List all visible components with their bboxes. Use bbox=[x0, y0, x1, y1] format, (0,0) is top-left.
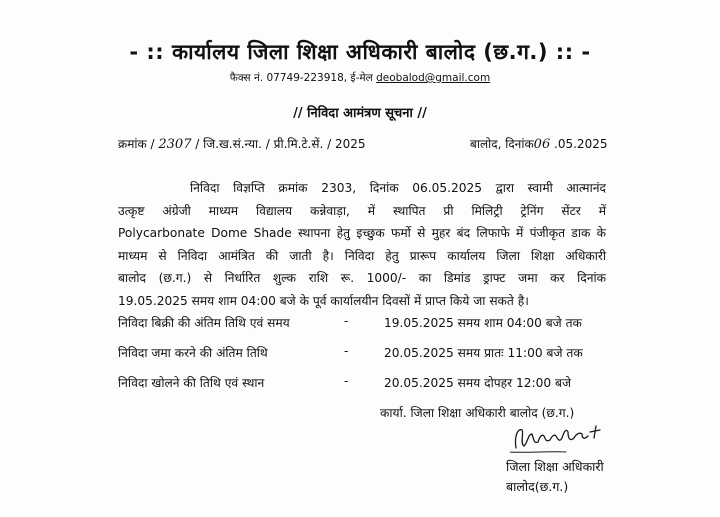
schedule-dash: - bbox=[344, 374, 349, 388]
reference-number bbox=[118, 135, 365, 152]
signatory-place: बालोद(छ.ग.) bbox=[506, 479, 569, 494]
place-date bbox=[470, 135, 607, 152]
body-line: बालोद (छ.ग.) से निर्धारित शुल्क राशि रू. 1000/- का डिमांड ड्राफ्ट जमा कर दिनांक bbox=[118, 271, 606, 286]
notice-subject: // निविदा आमंत्रण सूचना // bbox=[293, 106, 427, 121]
handwritten-day: 06 bbox=[533, 137, 551, 152]
body-line: Polycarbonate Dome Shade स्थापना हेतु इच्छुक फर्मो से मुहर बंद लिफाफे में पंजीकृत डाक के bbox=[118, 226, 606, 241]
reference-suffix: / जि.ख.सं.न्या. / प्री.मि.टे.सें. / 2025 bbox=[191, 137, 366, 151]
fax-text: फैक्स नं. 07749-223918, ई-मेल bbox=[229, 72, 377, 84]
body-line: माध्यम से निविदा आमंत्रित की जाती है। निविदा हेतु प्रारूप कार्यालय जिला शिक्षा अधिकारी bbox=[118, 248, 606, 263]
schedule-label-opening: निविदा खोलने की तिथि एवं स्थान bbox=[118, 376, 265, 390]
contact-line bbox=[0, 71, 720, 85]
body-line: उत्कृष्ट अंग्रेजी माध्यम विद्यालय कन्नेवाड़ा, में स्थापित प्री मिलिट्री ट्रेनिंग सेंटर में bbox=[118, 203, 606, 218]
schedule-label-submit: निविदा जमा करने की अंतिम तिथि bbox=[118, 346, 268, 360]
body-line: निविदा विज्ञप्ति क्रमांक 2303, दिनांक 06.05.2025 द्वारा स्वामी आत्मानंद bbox=[190, 181, 606, 195]
place-date-prefix: बालोद, दिनांक bbox=[470, 137, 534, 151]
signatory-designation: जिला शिक्षा अधिकारी bbox=[506, 459, 604, 474]
schedule-value-sale: 19.05.2025 समय शाम 04:00 बजे तक bbox=[384, 316, 582, 330]
email-link[interactable]: deobalod@gmail.com bbox=[376, 72, 491, 84]
body-line: 19.05.2025 समय शाम 04:00 बजे के पूर्व कार्यालयीन दिवसों में प्राप्त किये जा सकते है। bbox=[118, 293, 529, 308]
schedule-label-sale: निविदा बिक्री की अंतिम तिथि एवं समय bbox=[118, 316, 290, 330]
date-rest: .05.2025 bbox=[550, 137, 608, 151]
office-location: कार्या. जिला शिक्षा अधिकारी बालोद (छ.ग.) bbox=[380, 406, 575, 420]
notice-body bbox=[118, 177, 606, 313]
schedule-value-opening: 20.05.2025 समय दोपहर 12:00 बजे bbox=[384, 376, 572, 390]
schedule-value-submit: 20.05.2025 समय प्रातः 11:00 बजे तक bbox=[384, 346, 583, 360]
reference-handwritten-number: 2307 bbox=[158, 137, 192, 152]
handwritten-signature bbox=[510, 422, 610, 456]
schedule-dash: - bbox=[344, 314, 349, 328]
office-title: - :: कार्यालय जिला शिक्षा अधिकारी बालोद (छ.ग.) :: - bbox=[129, 40, 591, 64]
reference-prefix: क्रमांक / bbox=[118, 137, 159, 151]
schedule-dash: - bbox=[344, 344, 349, 358]
